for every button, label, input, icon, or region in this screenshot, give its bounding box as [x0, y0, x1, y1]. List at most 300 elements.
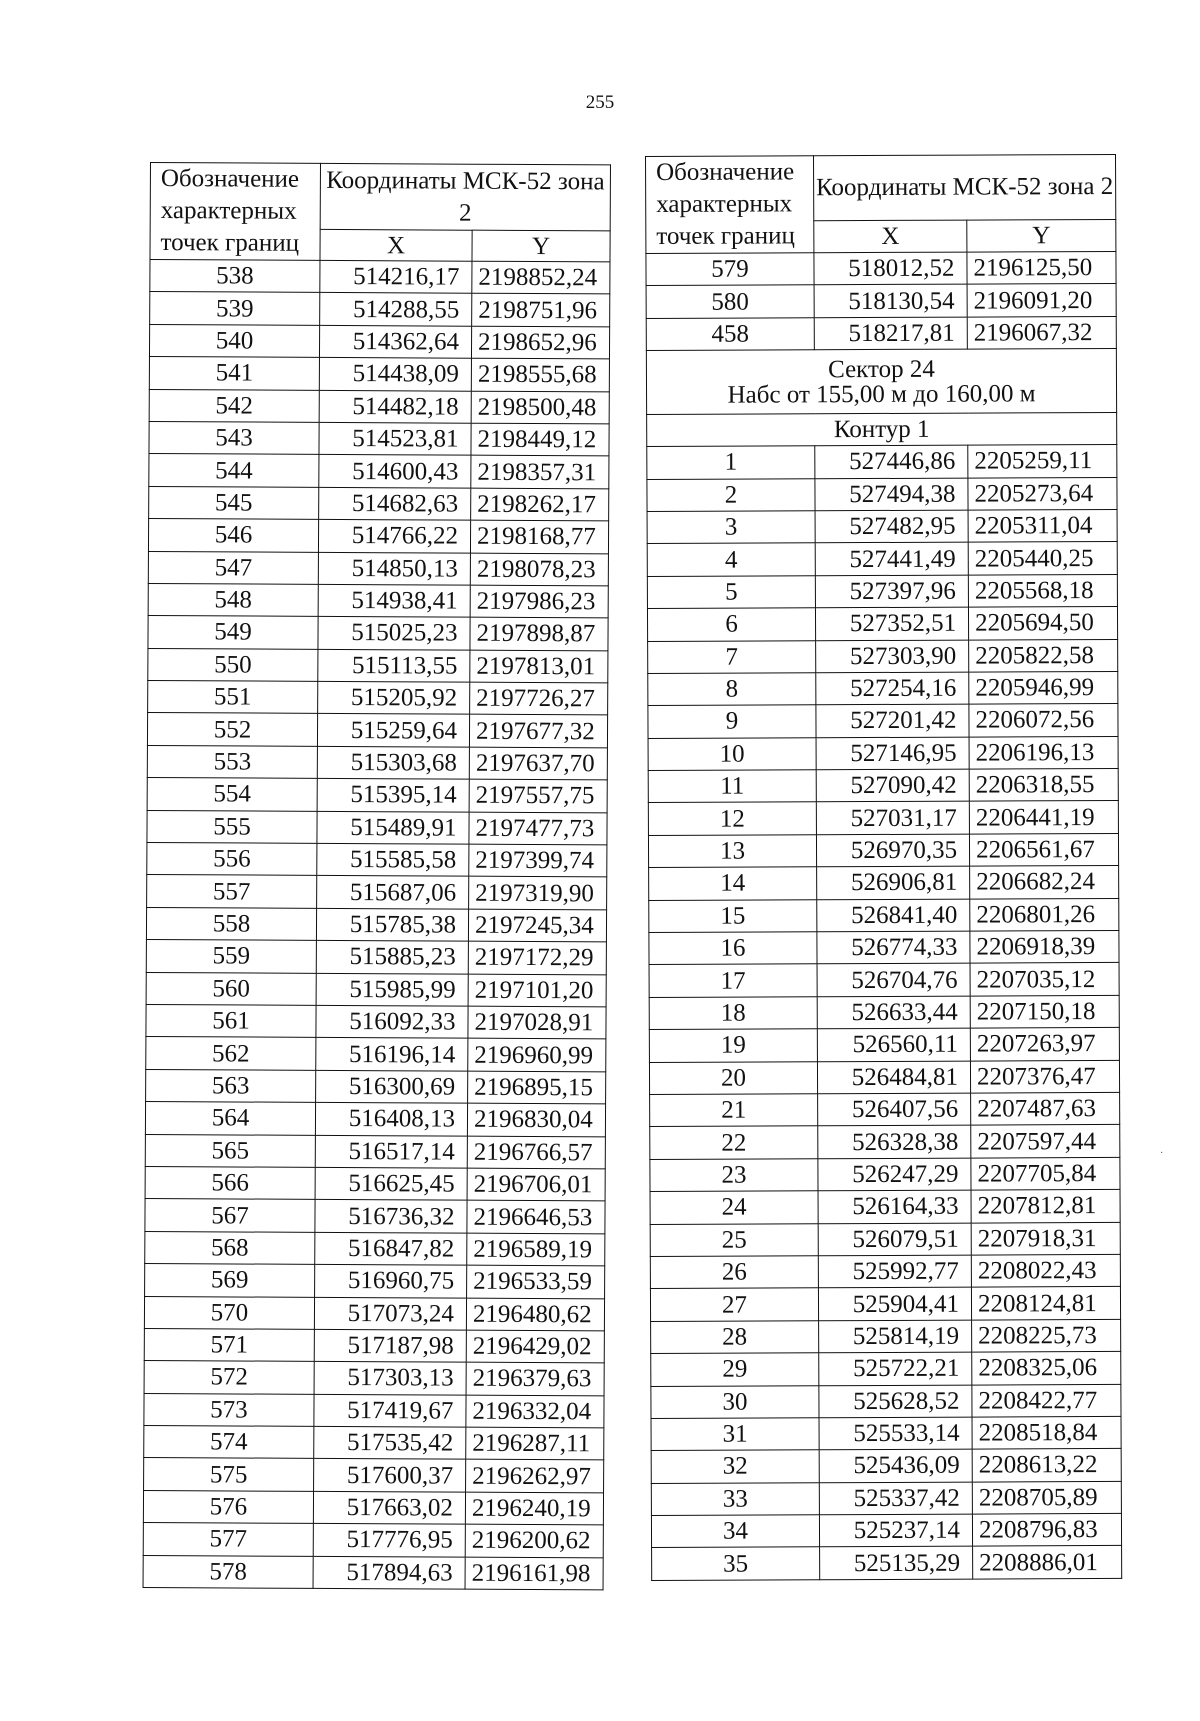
y-value: 2196766,57 — [467, 1136, 605, 1169]
y-value: 2208225,73 — [972, 1319, 1121, 1352]
x-value: 516092,33 — [316, 1005, 468, 1038]
right-table-body-top — [646, 251, 1116, 350]
table-row — [143, 1490, 603, 1525]
x-value: 517419,67 — [314, 1394, 466, 1427]
table-row — [651, 1449, 1121, 1483]
designation-header: Обозначение характерных точек границ — [646, 156, 814, 254]
sector-height-range: Набс от 155,00 м до 160,00 м — [727, 379, 1036, 409]
table-row — [147, 778, 607, 813]
y-value: 2197677,32 — [469, 715, 607, 748]
point-number: 23 — [650, 1159, 818, 1192]
x-value: 517776,95 — [313, 1524, 465, 1557]
y-value: 2208422,77 — [972, 1384, 1121, 1417]
x-value: 515489,91 — [317, 811, 469, 844]
x-value: 517600,37 — [314, 1459, 466, 1492]
x-value: 514523,81 — [319, 422, 471, 455]
point-number: 4 — [647, 543, 815, 576]
sector-block — [646, 349, 1116, 447]
x-value: 526970,35 — [816, 834, 969, 867]
y-value: 2196533,59 — [467, 1265, 605, 1298]
point-number: 7 — [648, 640, 816, 673]
y-value: 2198852,24 — [472, 261, 610, 294]
table-row — [650, 1190, 1120, 1224]
table-row — [647, 445, 1117, 479]
point-number: 16 — [649, 932, 817, 965]
table-row — [650, 1092, 1120, 1126]
point-number: 20 — [649, 1061, 817, 1094]
x-column-header: X — [814, 220, 967, 252]
table-row — [149, 421, 609, 456]
x-value: 525337,42 — [819, 1482, 972, 1515]
x-value: 514288,55 — [320, 293, 472, 326]
x-value: 514682,63 — [319, 487, 471, 520]
table-row — [147, 713, 607, 748]
x-value: 527494,38 — [815, 478, 968, 511]
table-row — [648, 736, 1118, 770]
point-number: 35 — [652, 1547, 820, 1580]
point-number: 580 — [646, 285, 814, 318]
point-number: 10 — [648, 737, 816, 770]
coordinates-header: Координаты МСК-52 зона 2 — [320, 163, 610, 231]
y-value: 2198449,12 — [471, 423, 609, 456]
scan-speck: · — [1160, 1148, 1164, 1159]
point-number: 565 — [145, 1134, 315, 1167]
point-number: 573 — [144, 1393, 314, 1426]
y-value: 2208518,84 — [972, 1416, 1121, 1449]
table-row — [647, 607, 1117, 641]
y-value: 2208796,83 — [972, 1513, 1121, 1546]
table-row — [646, 316, 1116, 350]
y-value: 2198357,31 — [471, 456, 609, 489]
point-number: 562 — [146, 1037, 316, 1070]
x-column-header: X — [320, 230, 472, 261]
x-value: 515785,38 — [316, 908, 468, 941]
x-value: 526164,33 — [818, 1190, 971, 1223]
point-number: 568 — [145, 1231, 315, 1264]
table-row — [146, 1069, 606, 1104]
point-number: 538 — [150, 260, 320, 293]
table-row — [147, 843, 607, 878]
table-row — [648, 801, 1118, 835]
x-value: 515259,64 — [317, 714, 469, 747]
point-number: 21 — [650, 1094, 818, 1127]
table-row — [649, 963, 1119, 997]
table-row — [146, 1004, 606, 1039]
y-value: 2197726,27 — [470, 682, 608, 715]
y-value: 2196091,20 — [967, 284, 1116, 317]
y-value: 2205273,64 — [968, 477, 1117, 510]
sector-title: Сектор 24 — [827, 355, 935, 383]
x-value: 515687,06 — [317, 876, 469, 909]
x-value: 516196,14 — [316, 1038, 468, 1071]
x-value: 525992,77 — [818, 1255, 971, 1288]
point-number: 553 — [147, 745, 317, 778]
y-value: 2197399,74 — [469, 844, 607, 877]
x-value: 527146,95 — [816, 737, 969, 770]
point-number: 24 — [650, 1191, 818, 1224]
point-number: 563 — [146, 1069, 316, 1102]
x-value: 518217,81 — [814, 317, 967, 350]
point-number: 546 — [148, 519, 318, 552]
x-value: 515205,92 — [318, 681, 470, 714]
y-value: 2196200,62 — [465, 1524, 603, 1557]
x-value: 515395,14 — [317, 779, 469, 812]
x-value: 515113,55 — [318, 649, 470, 682]
y-value: 2197986,23 — [470, 585, 608, 618]
y-value: 2205259,11 — [968, 445, 1117, 478]
y-value: 2207487,63 — [971, 1092, 1120, 1125]
point-number: 567 — [145, 1199, 315, 1232]
table-row — [143, 1555, 603, 1590]
point-number: 18 — [649, 997, 817, 1030]
x-value: 527031,17 — [816, 802, 969, 835]
table-row — [145, 1199, 605, 1234]
y-value: 2206801,26 — [970, 898, 1119, 931]
y-value: 2196067,32 — [967, 316, 1116, 349]
table-row — [150, 260, 610, 295]
table-row — [651, 1319, 1121, 1353]
sector-heading — [646, 349, 1116, 415]
table-row — [650, 1222, 1120, 1256]
table-row — [144, 1426, 604, 1461]
y-value: 2198652,96 — [471, 326, 609, 359]
designation-header: Обозначение характерных точек границ — [150, 163, 321, 261]
point-number: 571 — [144, 1328, 314, 1361]
left-table-body — [143, 260, 610, 1590]
x-value: 526560,11 — [817, 1028, 970, 1061]
x-value: 515025,23 — [318, 617, 470, 650]
table-row — [147, 745, 607, 780]
table-row — [146, 972, 606, 1007]
y-value: 2197477,73 — [469, 812, 607, 845]
x-value: 526247,29 — [818, 1158, 971, 1191]
point-number: 12 — [648, 802, 816, 835]
x-value: 525814,19 — [819, 1320, 972, 1353]
point-number: 549 — [148, 616, 318, 649]
y-value: 2207376,47 — [970, 1060, 1119, 1093]
y-value: 2206318,55 — [969, 769, 1118, 802]
point-number: 26 — [650, 1256, 818, 1289]
point-number: 15 — [649, 899, 817, 932]
table-row — [144, 1458, 604, 1493]
table-row — [650, 1254, 1120, 1288]
point-number: 22 — [650, 1126, 818, 1159]
point-number: 31 — [651, 1418, 819, 1451]
point-number: 561 — [146, 1004, 316, 1037]
table-row — [149, 357, 609, 392]
point-number: 1 — [647, 446, 815, 479]
y-value: 2208886,01 — [973, 1546, 1122, 1579]
point-number: 574 — [144, 1426, 314, 1459]
right-table-body-bottom — [647, 445, 1122, 1581]
table-row — [650, 1157, 1120, 1191]
y-value: 2198168,77 — [470, 520, 608, 553]
table-row — [149, 389, 609, 424]
coordinates-table-left — [143, 162, 611, 1590]
y-value: 2197637,70 — [469, 747, 607, 780]
y-value: 2208613,22 — [972, 1449, 1121, 1482]
x-value: 527303,90 — [816, 640, 969, 673]
x-value: 514438,09 — [319, 358, 471, 391]
x-value: 527201,42 — [816, 704, 969, 737]
point-number: 33 — [651, 1482, 819, 1515]
y-value: 2196830,04 — [467, 1103, 605, 1136]
point-number: 558 — [146, 907, 316, 940]
table-row — [649, 995, 1119, 1029]
point-number: 551 — [148, 681, 318, 714]
point-number: 539 — [150, 292, 320, 325]
y-value: 2207035,12 — [970, 963, 1119, 996]
point-number: 9 — [648, 705, 816, 738]
table-row — [148, 583, 608, 618]
table-row — [649, 930, 1119, 964]
x-value: 515985,99 — [316, 973, 468, 1006]
y-value: 2197172,29 — [468, 941, 606, 974]
point-number: 3 — [647, 511, 815, 544]
table-row — [144, 1361, 604, 1396]
point-number: 19 — [649, 1029, 817, 1062]
y-value: 2198500,48 — [471, 391, 609, 424]
y-value: 2205568,18 — [968, 574, 1117, 607]
table-row — [144, 1393, 604, 1428]
x-value: 527446,86 — [815, 445, 968, 478]
table-row — [147, 875, 607, 910]
y-value: 2208124,81 — [971, 1287, 1120, 1320]
point-number: 548 — [148, 583, 318, 616]
y-value: 2196480,62 — [466, 1298, 604, 1331]
table-row — [651, 1416, 1121, 1450]
table-row — [146, 1037, 606, 1072]
table-row — [146, 940, 606, 975]
point-number: 569 — [145, 1264, 315, 1297]
table-row — [144, 1328, 604, 1363]
table-row — [146, 907, 606, 942]
table-row — [648, 833, 1118, 867]
point-number: 29 — [651, 1353, 819, 1386]
x-value: 526484,81 — [817, 1061, 970, 1094]
table-row — [145, 1166, 605, 1201]
x-value: 526774,33 — [817, 931, 970, 964]
table-row — [149, 454, 609, 489]
x-value: 527397,96 — [815, 575, 968, 608]
y-value: 2196287,11 — [466, 1427, 604, 1460]
x-value: 526407,56 — [818, 1093, 971, 1126]
x-value: 525135,29 — [820, 1547, 973, 1580]
table-row — [647, 542, 1117, 576]
y-value: 2208705,89 — [972, 1481, 1121, 1514]
table-row — [148, 519, 608, 554]
table-row — [651, 1352, 1121, 1386]
point-number: 13 — [648, 835, 816, 868]
table-row — [144, 1296, 604, 1331]
y-value: 2196125,50 — [967, 251, 1116, 284]
y-value: 2205822,58 — [969, 639, 1118, 672]
point-number: 575 — [144, 1458, 314, 1491]
x-value: 527441,49 — [815, 542, 968, 575]
y-value: 2207812,81 — [971, 1190, 1120, 1223]
table-row — [150, 292, 610, 327]
y-column-header: Y — [967, 220, 1116, 252]
x-value: 514850,13 — [318, 552, 470, 585]
table-row — [143, 1523, 603, 1558]
point-number: 542 — [149, 389, 319, 422]
point-number: 543 — [149, 421, 319, 454]
x-value: 516300,69 — [316, 1070, 468, 1103]
point-number: 541 — [149, 357, 319, 390]
table-row — [649, 1028, 1119, 1062]
point-number: 557 — [147, 875, 317, 908]
y-value: 2207705,84 — [971, 1157, 1120, 1190]
y-value: 2196646,53 — [467, 1201, 605, 1234]
x-value: 525237,14 — [819, 1514, 972, 1547]
y-value: 2206196,13 — [969, 736, 1118, 769]
x-value: 518130,54 — [814, 284, 967, 317]
point-number: 17 — [649, 964, 817, 997]
y-value: 2196589,19 — [467, 1233, 605, 1266]
x-value: 527482,95 — [815, 510, 968, 543]
y-value: 2198262,17 — [471, 488, 609, 521]
point-number: 547 — [148, 551, 318, 584]
point-number: 577 — [143, 1523, 313, 1556]
x-value: 515585,58 — [317, 843, 469, 876]
table-row — [649, 866, 1119, 900]
x-value: 517187,98 — [314, 1329, 466, 1362]
y-value: 2206561,67 — [969, 833, 1118, 866]
point-number: 11 — [648, 770, 816, 803]
x-value: 516960,75 — [315, 1264, 467, 1297]
point-number: 560 — [146, 972, 316, 1005]
y-value: 2205946,99 — [969, 671, 1118, 704]
y-value: 2196379,63 — [466, 1362, 604, 1395]
y-value: 2207263,97 — [970, 1028, 1119, 1061]
table-row — [651, 1384, 1121, 1418]
y-value: 2208022,43 — [971, 1254, 1120, 1287]
point-number: 458 — [646, 318, 814, 351]
x-value: 515303,68 — [317, 746, 469, 779]
table-row — [148, 616, 608, 651]
table-row — [148, 681, 608, 716]
table-row — [145, 1231, 605, 1266]
y-value: 2196429,02 — [466, 1330, 604, 1363]
coordinates-table-right — [645, 154, 1122, 1581]
x-value: 526633,44 — [817, 996, 970, 1029]
table-row — [648, 639, 1118, 673]
y-value: 2196240,19 — [465, 1492, 603, 1525]
point-number: 8 — [648, 673, 816, 706]
x-value: 526079,51 — [818, 1223, 971, 1256]
table-row — [145, 1102, 605, 1137]
y-value: 2205440,25 — [968, 542, 1117, 575]
point-number: 32 — [651, 1450, 819, 1483]
contour-label: Контур 1 — [647, 413, 1117, 447]
x-value: 527090,42 — [816, 769, 969, 802]
x-value: 514482,18 — [319, 390, 471, 423]
point-number: 570 — [144, 1296, 314, 1329]
x-value: 526841,40 — [817, 899, 970, 932]
x-value: 514216,17 — [320, 260, 472, 293]
y-value: 2196895,15 — [468, 1071, 606, 1104]
x-value: 516847,82 — [315, 1232, 467, 1265]
y-value: 2197319,90 — [469, 877, 607, 910]
x-value: 526704,76 — [817, 964, 970, 997]
point-number: 14 — [649, 867, 817, 900]
point-number: 6 — [647, 608, 815, 641]
table-row — [145, 1134, 605, 1169]
x-value: 518012,52 — [814, 252, 967, 285]
y-value: 2205311,04 — [968, 509, 1117, 542]
table-row — [145, 1264, 605, 1299]
y-value: 2197028,91 — [468, 1006, 606, 1039]
point-number: 28 — [651, 1320, 819, 1353]
y-value: 2206682,24 — [970, 866, 1119, 899]
x-value: 525436,09 — [819, 1449, 972, 1482]
table-row — [148, 551, 608, 586]
point-number: 34 — [651, 1515, 819, 1548]
table-row — [649, 898, 1119, 932]
point-number: 550 — [148, 648, 318, 681]
x-value: 525904,41 — [818, 1287, 971, 1320]
point-number: 579 — [646, 253, 814, 286]
table-row — [647, 574, 1117, 608]
x-value: 514362,64 — [319, 325, 471, 358]
table-row — [651, 1513, 1121, 1547]
table-row — [647, 477, 1117, 511]
table-row — [648, 704, 1118, 738]
x-value: 516625,45 — [315, 1167, 467, 1200]
y-value: 2196706,01 — [467, 1168, 605, 1201]
y-value: 2205694,50 — [968, 607, 1117, 640]
y-value: 2197101,20 — [468, 974, 606, 1007]
table-row — [148, 648, 608, 683]
point-number: 25 — [650, 1223, 818, 1256]
point-number: 566 — [145, 1166, 315, 1199]
x-value: 527352,51 — [815, 607, 968, 640]
x-value: 517535,42 — [314, 1426, 466, 1459]
x-value: 525533,14 — [819, 1417, 972, 1450]
x-value: 515885,23 — [316, 941, 468, 974]
y-value: 2208325,06 — [972, 1352, 1121, 1385]
x-value: 517073,24 — [314, 1297, 466, 1330]
table-row — [149, 486, 609, 521]
point-number: 2 — [647, 478, 815, 511]
x-value: 517663,02 — [313, 1491, 465, 1524]
x-value: 514766,22 — [318, 520, 470, 553]
y-value: 2206441,19 — [969, 801, 1118, 834]
point-number: 27 — [650, 1288, 818, 1321]
y-value: 2197813,01 — [470, 650, 608, 683]
point-number: 554 — [147, 778, 317, 811]
x-value: 516517,14 — [315, 1135, 467, 1168]
point-number: 555 — [147, 810, 317, 843]
x-value: 514600,43 — [319, 455, 471, 488]
point-number: 576 — [143, 1490, 313, 1523]
table-row — [649, 1060, 1119, 1094]
table-row — [147, 810, 607, 845]
y-value: 2206072,56 — [969, 704, 1118, 737]
point-number: 572 — [144, 1361, 314, 1394]
x-value: 517894,63 — [313, 1556, 465, 1589]
point-number: 545 — [149, 486, 319, 519]
table-row — [648, 769, 1118, 803]
point-number: 540 — [149, 324, 319, 357]
table-row — [652, 1546, 1122, 1580]
y-value: 2197898,87 — [470, 617, 608, 650]
x-value: 516736,32 — [315, 1200, 467, 1233]
point-number: 552 — [147, 713, 317, 746]
x-value: 527254,16 — [816, 672, 969, 705]
y-value: 2197245,34 — [468, 909, 606, 942]
y-value: 2197557,75 — [469, 779, 607, 812]
